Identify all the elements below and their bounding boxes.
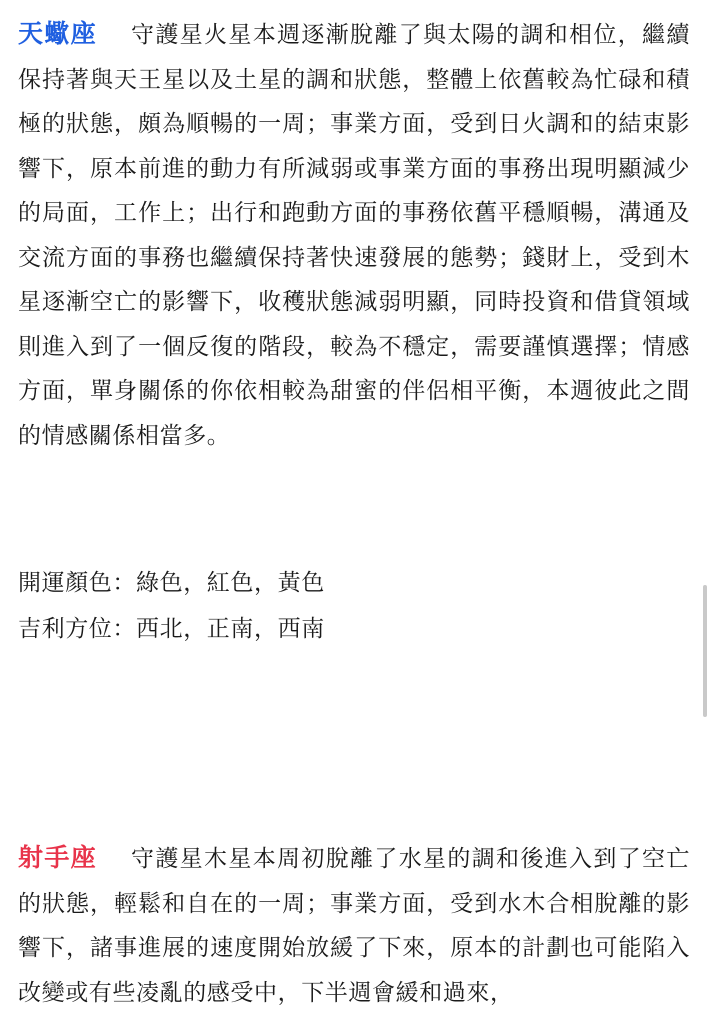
- scorpio-forecast-text: 守護星火星本週逐漸脫離了與太陽的調和相位，繼續保持著與天王星以及土星的調和狀態，整體上依舊較為忙碌和積極的狀態，頗為順暢的一周；事業方面，受到日火調和的結束影響下，原本前進的動力有所減弱或事業方面的事務出現明顯減少的局面，工作上；出行和跑動方面的事務依舊平穩順暢，溝通及交流方面的事務也繼續保持著快速發展的態勢；錢財上，受到木星逐漸空亡的影響下，收穫狀態減弱明顯，同時投資和借貸領域則進入到了一個反復的階段，較為不穩定，需要謹慎選擇；情感方面，單身關係的你依相較為甜蜜的伴侶相平衡，本週彼此之間的情感關係相當多。: [18, 22, 690, 449]
- sagittarius-forecast-text: 守護星木星本周初脫離了水星的調和後進入到了空亡的狀態，輕鬆和自在的一周；事業方面，受到水木合相脫離的影響下，諸事進展的速度開始放緩了下來，原本的計劃也可能陷入改變或有些凌亂的感受中，下半週會緩和過來，: [18, 846, 690, 1006]
- sagittarius-paragraph: [18, 836, 690, 1015]
- sagittarius-sign-label: 射手座: [18, 843, 98, 872]
- scorpio-sign-label: 天蠍座: [18, 19, 98, 48]
- scorpio-paragraph: [18, 12, 690, 458]
- lucky-direction-line: 吉利方位：西北，正南，西南: [18, 616, 325, 642]
- scrollbar-thumb[interactable]: [703, 585, 707, 717]
- lucky-color-line: 開運顏色：綠色，紅色，黃色: [18, 570, 325, 596]
